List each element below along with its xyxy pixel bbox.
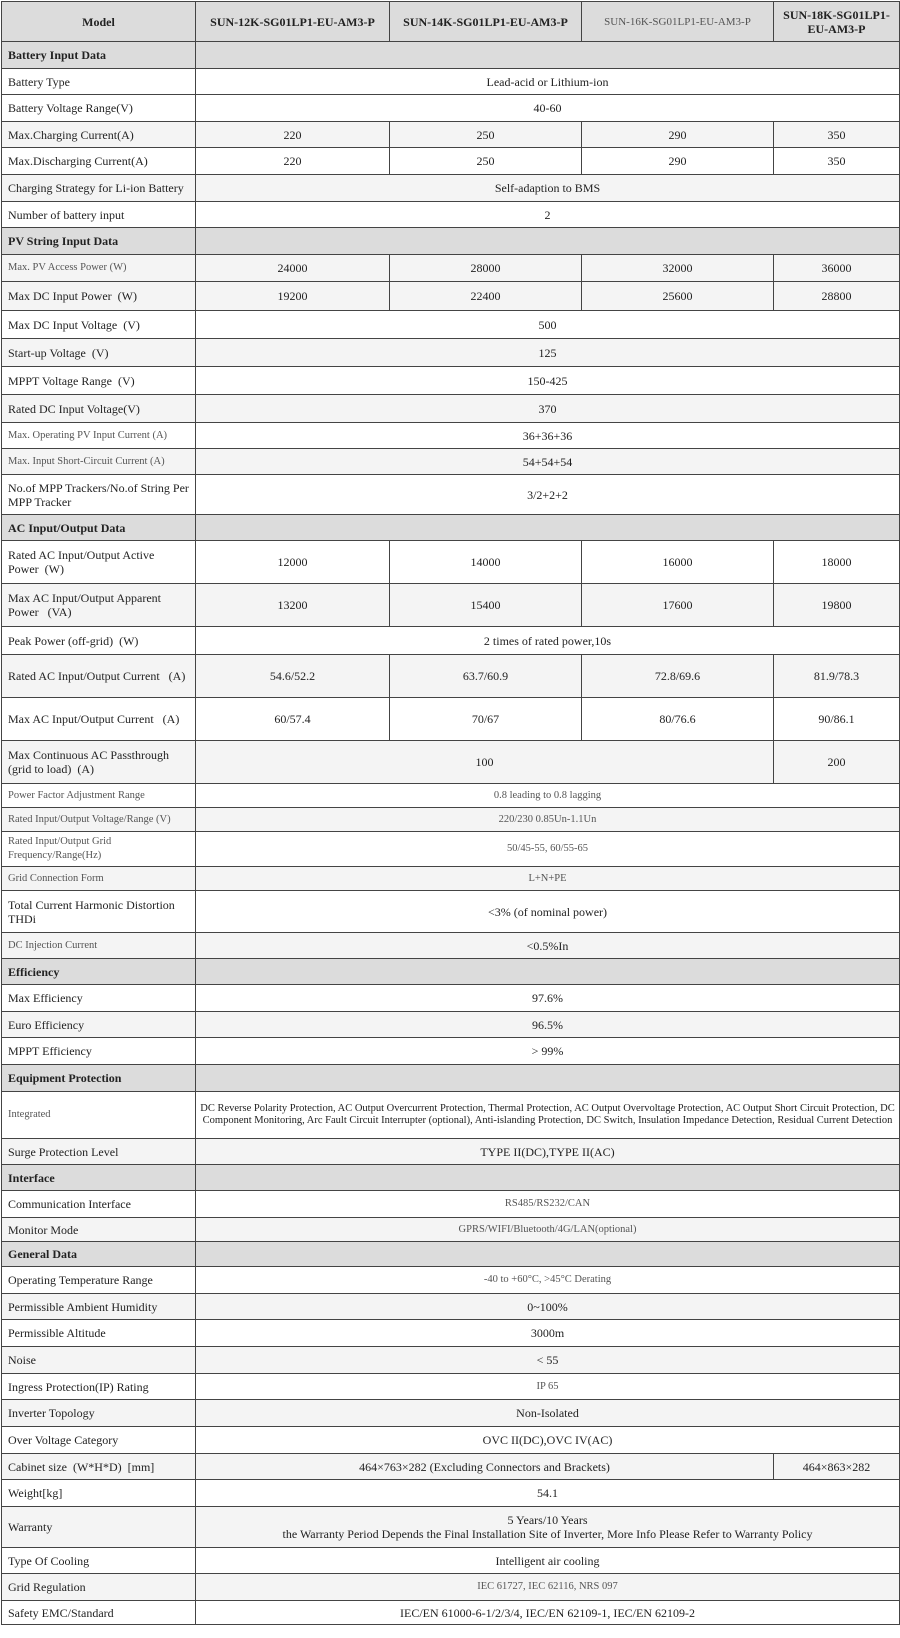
row-value: 60/57.4 (196, 698, 390, 741)
row-value: OVC II(DC),OVC IV(AC) (196, 1427, 900, 1454)
row-value: 220 (196, 122, 390, 148)
table-row (2, 475, 900, 515)
row-label: Monitor Mode (2, 1218, 196, 1242)
row-value: 19200 (196, 282, 390, 311)
table-row (2, 1294, 900, 1320)
row-label: Inverter Topology (2, 1400, 196, 1427)
section-title: Interface (2, 1165, 196, 1191)
model-header: SUN-12K-SG01LP1-EU-AM3-P (196, 2, 390, 42)
table-row (2, 1454, 900, 1480)
row-value: RS485/RS232/CAN (196, 1191, 900, 1218)
row-value: IEC 61727, IEC 62116, NRS 097 (196, 1574, 900, 1601)
row-label: Safety EMC/Standard (2, 1601, 196, 1625)
section-title: Battery Input Data (2, 42, 196, 69)
row-value (196, 1507, 900, 1548)
table-row (2, 1038, 900, 1065)
row-value: GPRS/WIFI/Bluetooth/4G/LAN(optional) (196, 1218, 900, 1242)
row-label: Warranty (2, 1507, 196, 1548)
table-row (2, 784, 900, 808)
row-label: Total Current Harmonic Distortion THDi (2, 891, 196, 933)
row-label: Cabinet size (W*H*D) [mm] (2, 1454, 196, 1480)
table-row (2, 122, 900, 148)
row-value: 13200 (196, 584, 390, 627)
row-label: Max.Discharging Current(A) (2, 148, 196, 175)
row-label: Ingress Protection(IP) Rating (2, 1374, 196, 1400)
row-value: 36000 (774, 255, 900, 282)
row-label: Max. Operating PV Input Current (A) (2, 423, 196, 449)
row-label: Weight[kg] (2, 1480, 196, 1507)
table-row (2, 985, 900, 1012)
row-value: 464×763×282 (Excluding Connectors and Brackets) (196, 1454, 774, 1480)
table-row (2, 69, 900, 95)
table-row (2, 255, 900, 282)
section-title: AC Input/Output Data (2, 515, 196, 541)
section-title: Efficiency (2, 959, 196, 985)
row-value: 350 (774, 148, 900, 175)
row-value: Intelligent air cooling (196, 1548, 900, 1574)
table-header-row (2, 2, 900, 42)
row-label: Max Continuous AC Passthrough (grid to load) (A) (2, 741, 196, 784)
row-value: 36+36+36 (196, 423, 900, 449)
table-row (2, 449, 900, 475)
row-label: MPPT Efficiency (2, 1038, 196, 1065)
row-label: Max. PV Access Power (W) (2, 255, 196, 282)
row-value: 63.7/60.9 (390, 655, 582, 698)
row-value: 81.9/78.3 (774, 655, 900, 698)
table-row (2, 95, 900, 122)
row-label: Communication Interface (2, 1191, 196, 1218)
row-value: 16000 (582, 541, 774, 584)
row-label: Max AC Input/Output Apparent Power (VA) (2, 584, 196, 627)
row-value: 28000 (390, 255, 582, 282)
row-label: Operating Temperature Range (2, 1267, 196, 1294)
row-value: 0.8 leading to 0.8 lagging (196, 784, 900, 808)
table-row (2, 1374, 900, 1400)
table-row (2, 1320, 900, 1347)
row-label: Battery Type (2, 69, 196, 95)
row-value: L+N+PE (196, 867, 900, 891)
row-value: 72.8/69.6 (582, 655, 774, 698)
row-value: IP 65 (196, 1374, 900, 1400)
table-row (2, 1267, 900, 1294)
row-value: 200 (774, 741, 900, 784)
table-row (2, 367, 900, 395)
row-value: 97.6% (196, 985, 900, 1012)
table-row (2, 395, 900, 423)
row-value: 25600 (582, 282, 774, 311)
row-label: No.of MPP Trackers/No.of String Per MPP Tracker (2, 475, 196, 515)
row-value: 12000 (196, 541, 390, 584)
row-value: 96.5% (196, 1012, 900, 1038)
row-value: 54+54+54 (196, 449, 900, 475)
row-value: 80/76.6 (582, 698, 774, 741)
row-value: <3% (of nominal power) (196, 891, 900, 933)
row-label: Start-up Voltage (V) (2, 339, 196, 367)
row-label: MPPT Voltage Range (V) (2, 367, 196, 395)
row-label: Rated Input/Output Grid Frequency/Range(Hz) (2, 832, 196, 867)
row-label: Permissible Ambient Humidity (2, 1294, 196, 1320)
row-value: 22400 (390, 282, 582, 311)
table-row (2, 1400, 900, 1427)
row-value: < 55 (196, 1347, 900, 1374)
row-value: 150-425 (196, 367, 900, 395)
row-value: 100 (196, 741, 774, 784)
section-row (2, 42, 900, 69)
table-row (2, 282, 900, 311)
model-header: SUN-16K-SG01LP1-EU-AM3-P (582, 2, 774, 42)
table-row (2, 1191, 900, 1218)
row-value: 125 (196, 339, 900, 367)
row-value: 2 times of rated power,10s (196, 627, 900, 655)
table-row (2, 808, 900, 832)
row-label: Max. Input Short-Circuit Current (A) (2, 449, 196, 475)
row-value: 54.1 (196, 1480, 900, 1507)
row-label: Max AC Input/Output Current (A) (2, 698, 196, 741)
row-label: Number of battery input (2, 202, 196, 228)
row-label: Rated DC Input Voltage(V) (2, 395, 196, 423)
row-label: Surge Protection Level (2, 1139, 196, 1165)
model-header: SUN-18K-SG01LP1-EU-AM3-P (774, 2, 900, 42)
section-row (2, 1165, 900, 1191)
row-value: > 99% (196, 1038, 900, 1065)
row-value: 28800 (774, 282, 900, 311)
row-value: 54.6/52.2 (196, 655, 390, 698)
row-label: Peak Power (off-grid) (W) (2, 627, 196, 655)
row-label: Rated AC Input/Output Active Power (W) (2, 541, 196, 584)
row-label: Euro Efficiency (2, 1012, 196, 1038)
warranty-line: 5 Years/10 Years (507, 1513, 588, 1527)
row-label: Grid Regulation (2, 1574, 196, 1601)
table-row (2, 1601, 900, 1625)
row-value: 464×863×282 (774, 1454, 900, 1480)
row-label: Permissible Altitude (2, 1320, 196, 1347)
row-label: DC Injection Current (2, 933, 196, 959)
row-value: 3000m (196, 1320, 900, 1347)
row-value: 40-60 (196, 95, 900, 122)
table-row (2, 541, 900, 584)
row-label: Power Factor Adjustment Range (2, 784, 196, 808)
row-label: Integrated (2, 1092, 196, 1139)
row-label: Rated Input/Output Voltage/Range (V) (2, 808, 196, 832)
table-row (2, 175, 900, 202)
row-value: 18000 (774, 541, 900, 584)
row-value: 370 (196, 395, 900, 423)
table-row (2, 311, 900, 339)
row-value: 0~100% (196, 1294, 900, 1320)
section-row (2, 228, 900, 255)
table-row (2, 1092, 900, 1139)
row-value: 220/230 0.85Un-1.1Un (196, 808, 900, 832)
table-row (2, 1480, 900, 1507)
row-label: Charging Strategy for Li-ion Battery (2, 175, 196, 202)
section-row (2, 1242, 900, 1267)
row-value: -40 to +60°C, >45°C Derating (196, 1267, 900, 1294)
row-value: 220 (196, 148, 390, 175)
table-row (2, 741, 900, 784)
row-value: 500 (196, 311, 900, 339)
table-row (2, 891, 900, 933)
row-value: 250 (390, 148, 582, 175)
table-row (2, 202, 900, 228)
section-row (2, 959, 900, 985)
row-label: Grid Connection Form (2, 867, 196, 891)
row-value: 32000 (582, 255, 774, 282)
table-row (2, 832, 900, 867)
table-row (2, 655, 900, 698)
row-value: Lead-acid or Lithium-ion (196, 69, 900, 95)
spec-table (1, 1, 900, 1625)
table-row (2, 423, 900, 449)
table-row (2, 698, 900, 741)
row-value: 17600 (582, 584, 774, 627)
row-value: 70/67 (390, 698, 582, 741)
row-label: Over Voltage Category (2, 1427, 196, 1454)
row-label: Max.Charging Current(A) (2, 122, 196, 148)
table-row (2, 1012, 900, 1038)
warranty-line: the Warranty Period Depends the Final Installation Site of Inverter, More Info Please Refer to Warranty Policy (282, 1527, 813, 1541)
table-row (2, 1574, 900, 1601)
section-title: Equipment Protection (2, 1065, 196, 1092)
row-value: TYPE II(DC),TYPE II(AC) (196, 1139, 900, 1165)
row-value: IEC/EN 61000-6-1/2/3/4, IEC/EN 62109-1, IEC/EN 62109-2 (196, 1601, 900, 1625)
row-value: 14000 (390, 541, 582, 584)
table-row (2, 1507, 900, 1548)
table-row (2, 1427, 900, 1454)
table-row (2, 1139, 900, 1165)
table-row (2, 867, 900, 891)
table-row (2, 1347, 900, 1374)
row-value: Self-adaption to BMS (196, 175, 900, 202)
row-label: Rated AC Input/Output Current (A) (2, 655, 196, 698)
row-value: 15400 (390, 584, 582, 627)
section-title: PV String Input Data (2, 228, 196, 255)
row-value: 90/86.1 (774, 698, 900, 741)
row-value: 350 (774, 122, 900, 148)
row-value: 50/45-55, 60/55-65 (196, 832, 900, 867)
row-label: Noise (2, 1347, 196, 1374)
model-header: SUN-14K-SG01LP1-EU-AM3-P (390, 2, 582, 42)
row-value: Non-Isolated (196, 1400, 900, 1427)
row-value: DC Reverse Polarity Protection, AC Output Overcurrent Protection, Thermal Protection, AC Output Overvoltage Protection, AC Output Short Circuit Protection, DC Component Monitoring, Arc Fault Circuit Interrupter (optional), Anti-islanding Protection, DC Switch, Insulation Impedance Detection, Residual Current Detection (196, 1092, 900, 1139)
row-label: Max Efficiency (2, 985, 196, 1012)
row-value: 250 (390, 122, 582, 148)
section-row (2, 1065, 900, 1092)
row-value: 2 (196, 202, 900, 228)
section-row (2, 515, 900, 541)
table-row (2, 933, 900, 959)
table-row (2, 148, 900, 175)
table-row (2, 339, 900, 367)
table-row (2, 584, 900, 627)
row-value: 19800 (774, 584, 900, 627)
row-label: Max DC Input Power (W) (2, 282, 196, 311)
row-label: Type Of Cooling (2, 1548, 196, 1574)
row-value: 3/2+2+2 (196, 475, 900, 515)
section-title: General Data (2, 1242, 196, 1267)
model-label: Model (2, 2, 196, 42)
row-label: Max DC Input Voltage (V) (2, 311, 196, 339)
row-label: Battery Voltage Range(V) (2, 95, 196, 122)
row-value: 290 (582, 122, 774, 148)
table-row (2, 1548, 900, 1574)
row-value: <0.5%In (196, 933, 900, 959)
table-row (2, 627, 900, 655)
row-value: 24000 (196, 255, 390, 282)
table-row (2, 1218, 900, 1242)
row-value: 290 (582, 148, 774, 175)
